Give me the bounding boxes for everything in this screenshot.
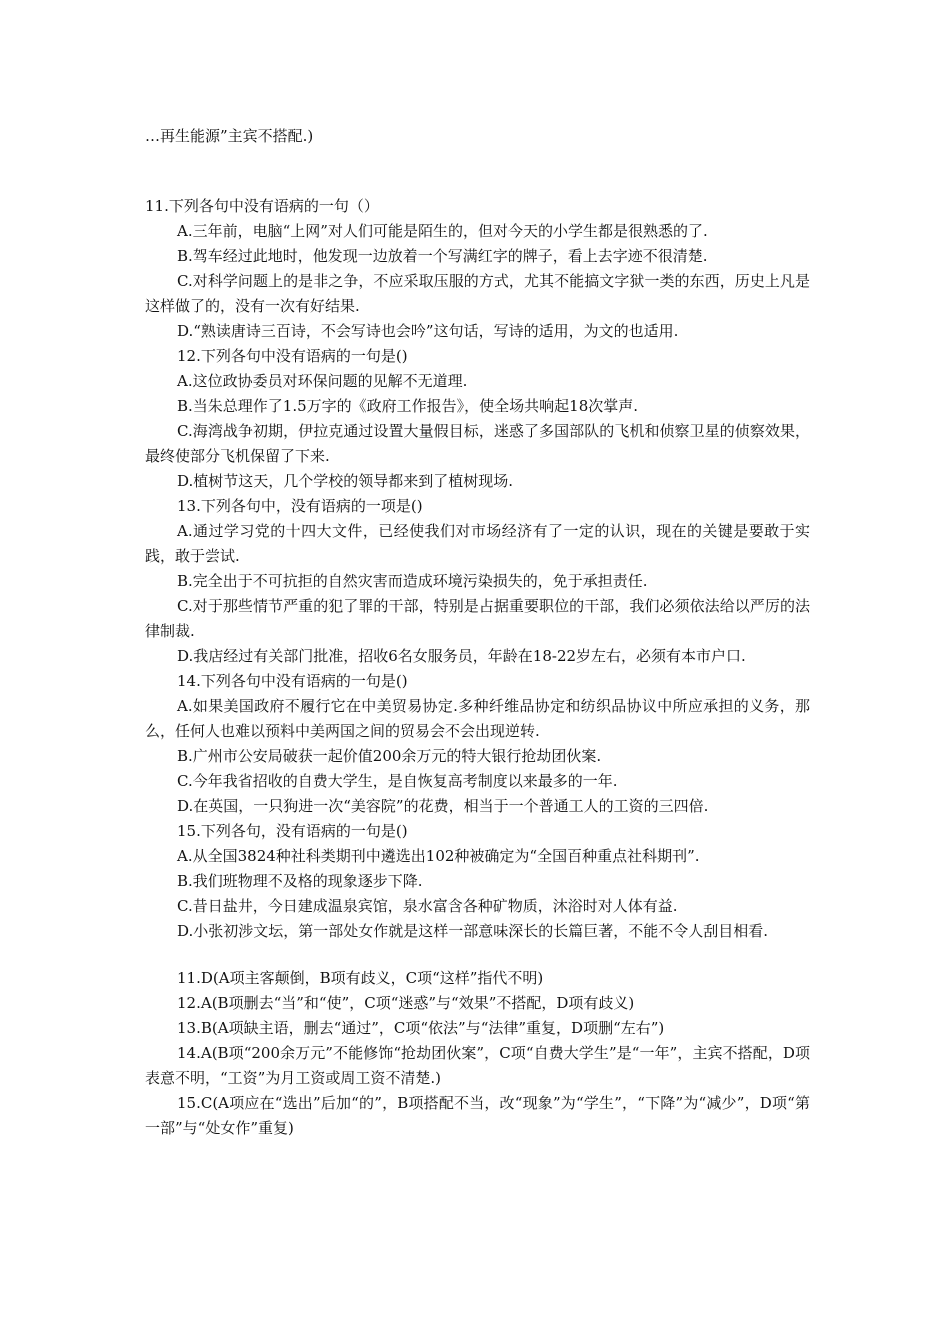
question-15-option-a: A.从全国3824种社科类期刊中遴选出102种被确定为“全国百种重点社科期刊”.: [177, 847, 700, 865]
answer-12: 12.A(B项删去“当”和“使”，C项“迷惑”与“效果”不搭配，D项有歧义): [177, 994, 635, 1012]
answer-15: 15.C(A项应在“选出”后加“的”，B项搭配不当，改“现象”为“学生”，“下降”为“减少”，D项“第一部”与“处女作”重复): [145, 1094, 810, 1137]
question-14-option-b: B.广州市公安局破获一起价值200余万元的特大银行抢劫团伙案.: [177, 747, 602, 765]
question-14-stem: 14.下列各句中没有语病的一句是(): [177, 672, 408, 690]
question-12-option-d: D.植树节这天，几个学校的领导都来到了植树现场.: [177, 472, 514, 490]
question-13-option-c: C.对于那些情节严重的犯了罪的干部，特别是占据重要职位的干部，我们必须依法给以严厉的法律制裁.: [145, 597, 810, 640]
question-15-option-b: B.我们班物理不及格的现象逐步下降.: [177, 872, 423, 890]
carryover-text: …再生能源”主宾不搭配.): [145, 127, 314, 145]
answer-11: 11.D(A项主客颠倒，B项有歧义，C项“这样”指代不明): [177, 969, 544, 987]
answer-14: 14.A(B项“200余万元”不能修饰“抢劫团伙案”，C项“自费大学生”是“一年”，主宾不搭配，D项表意不明，“工资”为月工资或周工资不清楚.): [145, 1044, 810, 1087]
question-12-stem: 12.下列各句中没有语病的一句是(): [177, 347, 408, 365]
question-11-option-d: D.“熟读唐诗三百诗，不会写诗也会吟”这句话，写诗的适用，为文的也适用.: [177, 322, 679, 340]
question-11-option-c: C.对科学问题上的是非之争，不应采取压服的方式，尤其不能搞文字狱一类的东西，历史上凡是这样做了的，没有一次有好结果.: [145, 272, 810, 315]
spacer: [145, 944, 810, 966]
question-12-option-c: C.海湾战争初期，伊拉克通过设置大量假目标，迷惑了多国部队的飞机和侦察卫星的侦察效果，最终使部分飞机保留了下来.: [145, 422, 810, 465]
question-13-option-a: A.通过学习党的十四大文件，已经使我们对市场经济有了一定的认识，现在的关键是要敢于实践，敢于尝试.: [145, 522, 810, 565]
question-14-option-a: A.如果美国政府不履行它在中美贸易协定.多种纤维品协定和纺织品协议中所应承担的义务，那么，任何人也难以预料中美两国之间的贸易会不会出现逆转.: [145, 697, 810, 740]
question-14-option-c: C.今年我省招收的自费大学生，是自恢复高考制度以来最多的一年.: [177, 772, 618, 790]
question-13-option-b: B.完全出于不可抗拒的自然灾害而造成环境污染损失的，免于承担责任.: [177, 572, 648, 590]
question-13-option-d: D.我店经过有关部门批准，招收6名女服务员，年龄在18-22岁左右，必须有本市户口.: [177, 647, 746, 665]
question-12-option-a: A.这位政协委员对环保问题的见解不无道理.: [177, 372, 468, 390]
spacer: [145, 149, 810, 194]
question-15-stem: 15.下列各句，没有语病的一句是(): [177, 822, 408, 840]
question-13-stem: 13.下列各句中，没有语病的一项是(): [177, 497, 423, 515]
question-12-option-b: B.当朱总理作了1.5万字的《政府工作报告》，使全场共响起18次掌声.: [177, 397, 639, 415]
answer-13: 13.B(A项缺主语，删去“通过”，C项“依法”与“法律”重复，D项删“左右”): [177, 1019, 665, 1037]
document-page: [145, 124, 810, 1141]
question-14-option-d: D.在英国，一只狗进一次“美容院”的花费，相当于一个普通工人的工资的三四倍.: [177, 797, 709, 815]
question-11-stem: 11.下列各句中没有语病的一句（）: [145, 197, 379, 215]
question-11-option-a: A.三年前，电脑“上网”对人们可能是陌生的，但对今天的小学生都是很熟悉的了.: [177, 222, 708, 240]
question-15-option-d: D.小张初涉文坛，第一部处女作就是这样一部意味深长的长篇巨著，不能不令人刮目相看.: [177, 922, 769, 940]
question-11-option-b: B.驾车经过此地时，他发现一边放着一个写满红字的牌子，看上去字迹不很清楚.: [177, 247, 708, 265]
question-15-option-c: C.昔日盐井，今日建成温泉宾馆，泉水富含各种矿物质，沐浴时对人体有益.: [177, 897, 678, 915]
